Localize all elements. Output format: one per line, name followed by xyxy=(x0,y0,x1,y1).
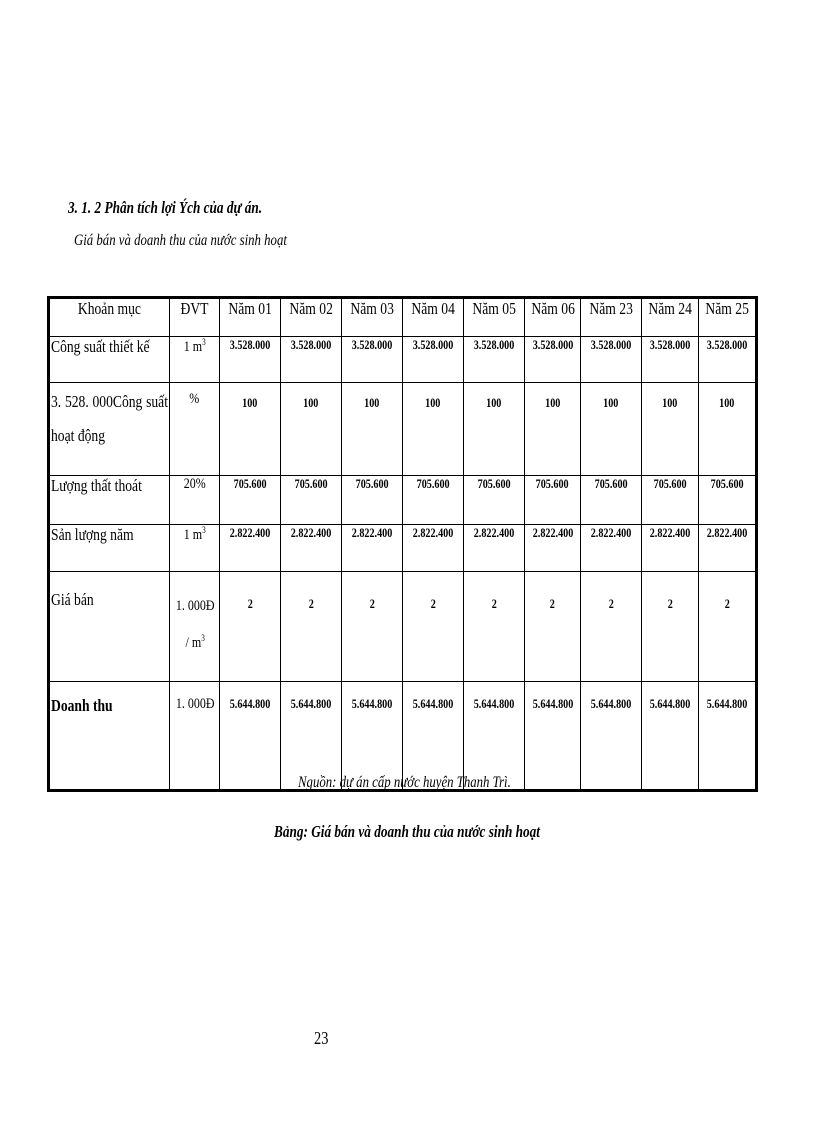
value-cell: 705.600 xyxy=(699,476,757,525)
value-cell: 3.528.000 xyxy=(525,337,581,383)
source-note: Nguồn: dự án cấp nước huyện Thanh Trì. xyxy=(298,774,511,791)
value-cell: 2 xyxy=(220,572,281,682)
page-number: 23 xyxy=(314,1028,329,1048)
value-cell: 2 xyxy=(525,572,581,682)
table-header-row xyxy=(49,298,757,337)
value-cell: 100 xyxy=(464,383,525,476)
table-row xyxy=(49,337,757,383)
value-cell: 2.822.400 xyxy=(403,525,464,572)
row-label: 3. 528. 000Công suất hoạt động xyxy=(49,383,170,476)
value-cell: 3.528.000 xyxy=(642,337,699,383)
header-cell: Năm 25 xyxy=(699,298,757,337)
value-cell: 3.528.000 xyxy=(220,337,281,383)
value-cell: 2.822.400 xyxy=(581,525,642,572)
table-row xyxy=(49,383,757,476)
header-cell: Năm 23 xyxy=(581,298,642,337)
row-label: Công suất thiết kế xyxy=(49,337,170,383)
header-cell: Năm 02 xyxy=(281,298,342,337)
value-cell: 100 xyxy=(403,383,464,476)
section-subheading: Giá bán và doanh thu của nước sinh hoạt xyxy=(74,232,287,249)
value-cell: 5.644.800 xyxy=(581,682,642,791)
header-cell: ĐVT xyxy=(170,298,220,337)
value-cell: 100 xyxy=(281,383,342,476)
value-cell: 705.600 xyxy=(220,476,281,525)
row-unit: 20% xyxy=(170,476,220,525)
value-cell: 705.600 xyxy=(525,476,581,525)
row-unit: 1. 000Đ xyxy=(170,682,220,791)
value-cell: 5.644.800 xyxy=(281,682,342,791)
value-cell: 3.528.000 xyxy=(281,337,342,383)
value-cell: 2.822.400 xyxy=(699,525,757,572)
value-cell: 2.822.400 xyxy=(525,525,581,572)
row-label: Lượng thất thoát xyxy=(49,476,170,525)
table-caption: Bảng: Giá bán và doanh thu của nước sinh hoạt xyxy=(274,822,540,841)
value-cell: 3.528.000 xyxy=(464,337,525,383)
value-cell: 5.644.800 xyxy=(464,682,525,791)
row-unit: 1. 000Đ / $m^3$ xyxy=(170,572,220,682)
table-row xyxy=(49,525,757,572)
value-cell: 2 xyxy=(403,572,464,682)
value-cell: 3.528.000 xyxy=(403,337,464,383)
value-cell: 2.822.400 xyxy=(464,525,525,572)
value-cell: 5.644.800 xyxy=(699,682,757,791)
revenue-table xyxy=(47,296,758,792)
value-cell: 100 xyxy=(581,383,642,476)
value-cell: 3.528.000 xyxy=(342,337,403,383)
row-unit: 1 $m^3$ xyxy=(170,525,220,572)
row-label: Giá bán xyxy=(49,572,170,682)
header-cell: Năm 01 xyxy=(220,298,281,337)
value-cell: 2 xyxy=(642,572,699,682)
value-cell: 100 xyxy=(525,383,581,476)
value-cell: 2.822.400 xyxy=(642,525,699,572)
value-cell: 100 xyxy=(699,383,757,476)
header-cell: Năm 05 xyxy=(464,298,525,337)
value-cell: 2.822.400 xyxy=(342,525,403,572)
section-heading: 3. 1. 2 Phân tích lợi Ých của dự án. xyxy=(68,198,263,217)
value-cell: 2.822.400 xyxy=(220,525,281,572)
row-unit: 1 $m^3$ xyxy=(170,337,220,383)
value-cell: 705.600 xyxy=(642,476,699,525)
value-cell: 5.644.800 xyxy=(403,682,464,791)
value-cell: 2 xyxy=(699,572,757,682)
value-cell: 705.600 xyxy=(581,476,642,525)
header-cell: Năm 04 xyxy=(403,298,464,337)
value-cell: 5.644.800 xyxy=(525,682,581,791)
value-cell: 705.600 xyxy=(342,476,403,525)
value-cell: 2 xyxy=(281,572,342,682)
value-cell: 2 xyxy=(342,572,403,682)
value-cell: 2 xyxy=(464,572,525,682)
table-row xyxy=(49,572,757,682)
value-cell: 100 xyxy=(642,383,699,476)
value-cell: 2.822.400 xyxy=(281,525,342,572)
header-cell: Năm 03 xyxy=(342,298,403,337)
value-cell: 5.644.800 xyxy=(220,682,281,791)
row-label: Sản lượng năm xyxy=(49,525,170,572)
row-unit: % xyxy=(170,383,220,476)
header-cell: Năm 24 xyxy=(642,298,699,337)
value-cell: 5.644.800 xyxy=(342,682,403,791)
value-cell: 705.600 xyxy=(281,476,342,525)
value-cell: 5.644.800 xyxy=(642,682,699,791)
table-row xyxy=(49,476,757,525)
header-cell: Khoản mục xyxy=(49,298,170,337)
header-cell: Năm 06 xyxy=(525,298,581,337)
value-cell: 3.528.000 xyxy=(699,337,757,383)
value-cell: 100 xyxy=(220,383,281,476)
value-cell: 3.528.000 xyxy=(581,337,642,383)
value-cell: 705.600 xyxy=(464,476,525,525)
value-cell: 100 xyxy=(342,383,403,476)
value-cell: 705.600 xyxy=(403,476,464,525)
value-cell: 2 xyxy=(581,572,642,682)
row-label: Doanh thu xyxy=(49,682,170,791)
